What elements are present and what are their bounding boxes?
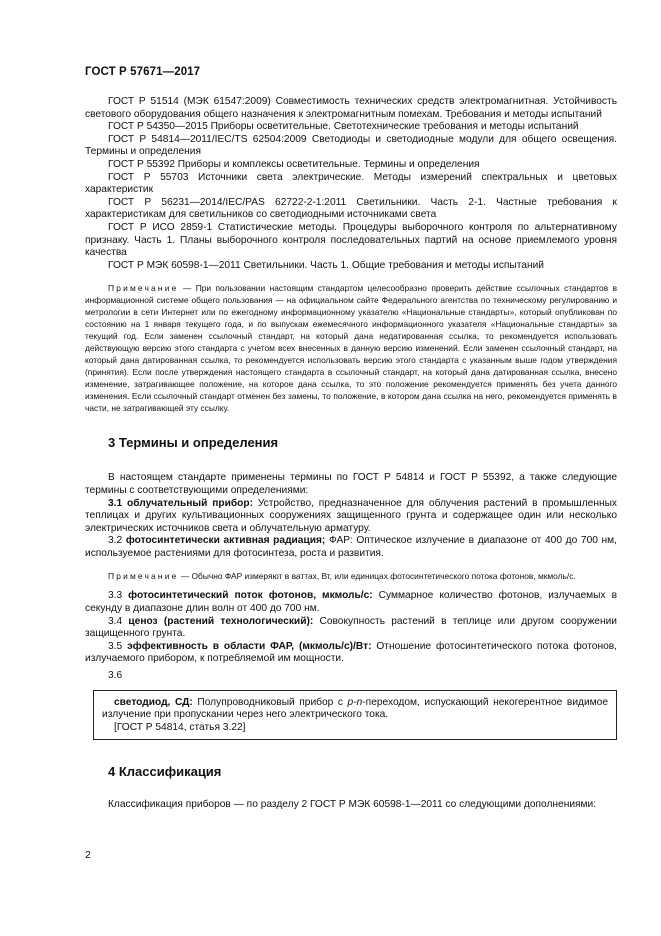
section-3-heading: 3 Термины и определения (108, 435, 279, 451)
note-text: — При пользовании настоящим стандартом целесообразно проверить действие ссылочных стандартов в информационной системе общего пользования — на официальном сайте Федерального агентства по техническому регулированию и метрологии в сети Интернет или по ежегодному информационному указателю «Национальные стандарты», который опубликован по состоянию на 1 января текущего года, и по выпускам ежемесячного информационного указателя «Национальные стандарты» за текущий год. Если заменен ссылочный стандарт, на который дана недатированная ссылка, то рекомендуется использовать действующую версию этого стандарта с учетом всех внесенных в данную версию изменений. Если заменен ссылочный стандарт, на который дана датированная ссылка, то рекомендуется использовать версию этого стандарта с указанным выше годом утверждения (принятия). Если после утверждения настоящего стандарта в ссылочный стандарт, на который дана датированная ссылка, внесено изменение, затрагивающее положение, на которое дана ссылка, то это положение рекомендуется применять без учета данного изменения. Если ссылочный стандарт отменен без замены, то положение, в котором дана ссылка на него, рекомендуется применять в части, не затрагивающей эту ссылку. (85, 283, 618, 414)
term-number: 3.3 (108, 590, 123, 602)
page-number: 2 (85, 849, 91, 861)
term-3-2 (85, 535, 617, 560)
term-definition: Совокупность растений в теплице или другом сооружении защищенного грунта. (85, 615, 617, 640)
term-name: фотосинтетически активная радиация; (125, 535, 326, 547)
term-number: 3.5 (108, 640, 123, 652)
reference-item: ГОСТ Р 54814—2011/IEC/TS 62504:2009 Светодиоды и светодиодные модули для общего освещения. Термины и определения (85, 133, 617, 158)
reference-item: ГОСТ Р 55392 Приборы и комплексы осветительные. Термины и определения (108, 158, 480, 170)
reference-item: ГОСТ Р 56231—2014/IEC/PAS 62722-2-1:2011 Светильники. Часть 2-1. Частные требования к характеристикам для светильников со светодиодными источниками света (85, 196, 617, 221)
term-3-3 (85, 590, 617, 615)
boxed-term-definition (102, 697, 608, 722)
term-name: светодиод, СД: (114, 696, 193, 708)
reference-item: ГОСТ Р 51514 (МЭК 61547:2009) Совместимость технических средств электромагнитная. Устойчивость светового оборудования общего назначения к электромагнитным помехам. Требования и методы испытаний (85, 96, 617, 120)
term-3-6-box (93, 690, 617, 741)
term-3-1 (85, 498, 617, 536)
term-name: эффективность в области ФАР, (мкмоль/с)/Вт: (127, 640, 372, 652)
reference-item: ГОСТ Р ИСО 2859-1 Статистические методы. Процедуры выборочного контроля по альтернативному признаку. Часть 1. Планы выборочного контроля последовательных партий на основе приемлемого уровня качества (85, 221, 617, 259)
term-3-5 (85, 641, 617, 666)
term-number: 3.4 (108, 615, 123, 627)
note-text: — Обычно ФАР измеряют в ваттах, Вт, или единицах фотосинтетического потока фотонов, мкмоль/с. (180, 571, 576, 582)
term-definition: Отношение фотосинтетического потока фотонов, излучаемого прибором, к потребляемой им мощности. (85, 640, 617, 665)
term-3-6-number: 3.6 (108, 670, 123, 682)
boxed-term-source: [ГОСТ Р 54814, статья 3.22] (114, 721, 246, 733)
note-references (85, 282, 617, 414)
reference-item: ГОСТ Р 54350—2015 Приборы осветительные. Светотехнические требования и методы испытаний (108, 121, 579, 133)
term-definition: ФАР: Оптическое излучение в диапазоне от 400 до 700 нм, используемое растениями для фотосинтеза, роста и развития. (85, 535, 618, 559)
reference-item: ГОСТ Р МЭК 60598-1—2011 Светильники. Часть 1. Общие требования и методы испытаний (108, 259, 544, 271)
term-name: облучательный прибор: (127, 497, 253, 509)
section-4-text: Классификация приборов — по разделу 2 ГОСТ Р МЭК 60598-1—2011 со следующими дополнениями: (108, 799, 597, 811)
section-3-intro: В настоящем стандарте применены термины по ГОСТ Р 54814 и ГОСТ Р 55392, а также следующие термины с соответствующими определениями: (85, 472, 617, 496)
document-body (85, 96, 617, 812)
page-header-doc-id: ГОСТ Р 57671—2017 (85, 66, 201, 78)
term-number: 3.1 (108, 497, 123, 509)
term-name: фотосинтетический поток фотонов, мкмоль/с: (128, 590, 373, 602)
pn-italic: p-n (347, 696, 363, 708)
term-definition: Устройство, предназначенное для облучения растений в промышленных теплицах и других культивационных сооружениях защищенного грунта и содержащее один или несколько электрических источников света и облучательную арматуру. (85, 497, 617, 534)
term-definition: Суммарное количество фотонов, излучаемых в секунду в диапазоне длин волн от 400 до 700 нм. (85, 590, 617, 615)
term-name: ценоз (растений технологический): (128, 615, 314, 627)
term-definition-part: -переходом, испускающий некогерентное видимое излучение при пропускании через него электрического тока. (102, 696, 608, 721)
term-number: 3.2 (108, 535, 123, 547)
note-par (85, 570, 617, 582)
normative-references-list (85, 96, 617, 272)
term-3-4 (85, 616, 617, 641)
note-label: Примечание (108, 283, 179, 294)
term-definition-part: Полупроводниковый прибор с (192, 696, 348, 708)
reference-item: ГОСТ Р 55703 Источники света электрические. Методы измерений спектральных и цветовых характеристик (85, 171, 617, 196)
note-label: Примечание (108, 571, 179, 582)
section-4-heading: 4 Классификация (108, 764, 222, 780)
